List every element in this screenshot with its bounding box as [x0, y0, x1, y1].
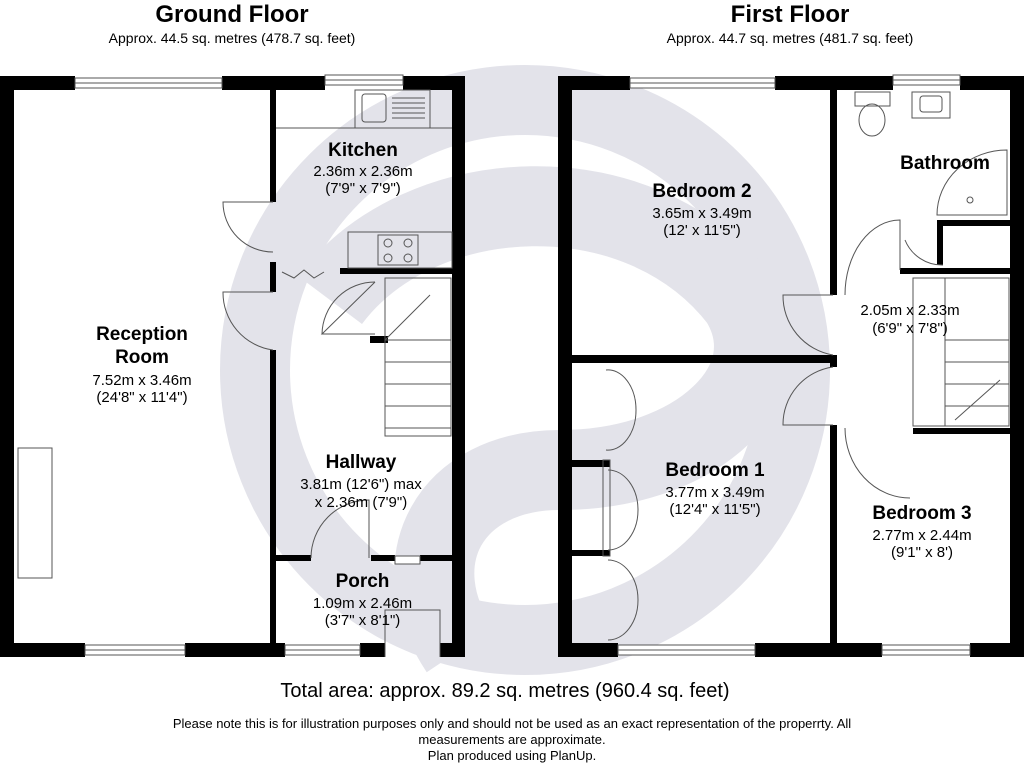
room-dim-bedroom-2-imperial: (12' x 11'5"): [663, 222, 741, 239]
ground-floor-area: Approx. 44.5 sq. metres (478.7 sq. feet): [108, 30, 356, 46]
first-floor-title: First Floor: [730, 1, 850, 28]
room-dim-bedroom-3-imperial: (9'1" x 8'): [891, 544, 953, 561]
room-name-bathroom: Bathroom: [900, 153, 990, 174]
room-name-kitchen: Kitchen: [328, 140, 398, 161]
room-dim-landing-metric: 2.05m x 2.33m: [860, 302, 960, 319]
room-dim-bedroom-1-metric: 3.77m x 3.49m: [665, 484, 765, 501]
disclaimer-line-3: Plan produced using PlanUp.: [427, 748, 597, 763]
room-dim-porch-imperial: (3'7" x 8'1"): [324, 612, 401, 629]
ground-floor-stairs: [385, 278, 451, 436]
total-area: Total area: approx. 89.2 sq. metres (960.4 sq. feet): [280, 680, 730, 702]
room-name-bedroom-3: Bedroom 3: [872, 503, 972, 524]
room-dim-bedroom-2-metric: 3.65m x 3.49m: [652, 205, 752, 222]
room-dim-reception-metric: 7.52m x 3.46m: [92, 372, 192, 389]
room-dim-porch-metric: 1.09m x 2.46m: [312, 595, 413, 612]
disclaimer-line-1: Please note this is for illustration purposes only and should not be used as an exact representation of the properrty. All: [172, 716, 852, 731]
room-dim-hallway-line1: 3.81m (12'6") max: [300, 476, 422, 493]
room-name-bedroom-2: Bedroom 2: [652, 181, 752, 202]
room-name-reception-line1: Reception: [96, 324, 188, 345]
room-dim-kitchen-imperial: (7'9" x 7'9"): [325, 180, 401, 197]
room-dim-kitchen-metric: 2.36m x 2.36m: [313, 163, 413, 180]
first-floor-area: Approx. 44.7 sq. metres (481.7 sq. feet): [666, 30, 914, 46]
room-name-bedroom-1: Bedroom 1: [665, 460, 765, 481]
room-dim-bedroom-3-metric: 2.77m x 2.44m: [872, 527, 972, 544]
first-floor-stairs: [913, 278, 1009, 426]
room-dim-bedroom-1-imperial: (12'4" x 11'5"): [669, 501, 761, 518]
room-name-hallway: Hallway: [325, 452, 397, 473]
room-name-porch: Porch: [335, 571, 390, 592]
room-dim-reception-imperial: (24'8" x 11'4"): [96, 389, 188, 406]
disclaimer-line-2: measurements are approximate.: [418, 732, 606, 747]
ground-floor-title: Ground Floor: [155, 1, 309, 28]
room-dim-landing-imperial: (6'9" x 7'8"): [872, 320, 948, 337]
room-dim-hallway-line2: x 2.36m (7'9"): [314, 494, 408, 511]
room-name-reception-line2: Room: [115, 347, 169, 368]
